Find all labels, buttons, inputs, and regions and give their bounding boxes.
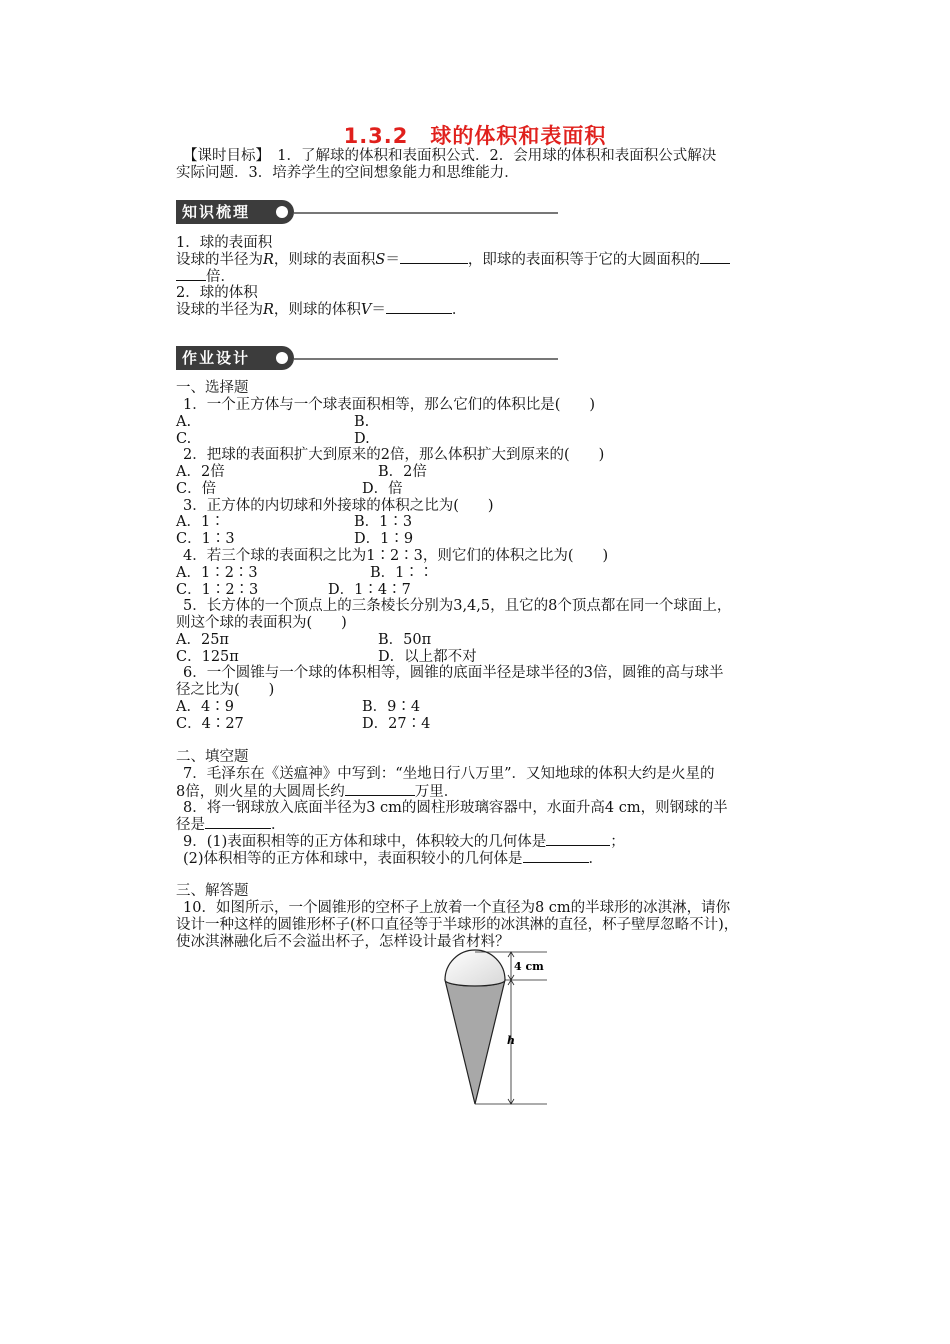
q3-option-b: B．1∶3	[354, 514, 413, 530]
blank	[205, 816, 271, 829]
section-heading-solve: 三、解答题	[176, 883, 249, 899]
q1-option-a: A.	[176, 414, 192, 430]
q10-line-3: 使冰淇淋融化后不会溢出杯子，怎样设计最省材料？	[176, 934, 510, 950]
var-v: V	[360, 302, 372, 318]
text: ，即球的表面积等于它的大圆面积的	[467, 252, 700, 268]
q10-line-1: 10．如图所示，一个圆锥形的空杯子上放着一个直径为8 cm的半球形的冰淇淋，请你	[183, 900, 731, 916]
q6-option-d: D．27∶4	[362, 716, 431, 732]
text: 万里．	[414, 784, 459, 800]
q7-line-1: 7．毛泽东在《送瘟神》中写到：“坐地日行八万里”．又知地球的体积大约是火星的	[183, 766, 715, 782]
text: 8倍，则火星的大圆周长约	[176, 784, 345, 800]
knowledge-heading-2: 2．球的体积	[176, 285, 258, 301]
q2-option-d: D．倍	[362, 481, 403, 497]
q5-stem-2: 则这个球的表面积为( )	[176, 615, 347, 631]
blank	[523, 850, 589, 863]
blank	[400, 251, 468, 264]
text: ．	[588, 851, 604, 867]
q1-option-c: C.	[176, 431, 192, 447]
banner-label: 作业设计	[176, 346, 294, 370]
q4-option-d: D．1∶4∶7	[328, 582, 411, 598]
q8-line-2	[176, 816, 286, 834]
var-s: S	[375, 252, 386, 268]
label-4cm: 4 cm	[514, 960, 544, 973]
q6-stem-2: 径之比为( )	[176, 682, 275, 698]
knowledge-line-3	[176, 301, 466, 319]
section-banner-knowledge	[176, 200, 558, 224]
goal-line-1: 【课时目标】 1．了解球的体积和表面积公式．2．会用球的体积和表面积公式解决	[183, 148, 717, 164]
text: ．	[271, 817, 286, 833]
q1-option-b: B.	[354, 414, 370, 430]
q1-option-d: D.	[354, 431, 370, 447]
knowledge-line-2	[176, 268, 235, 286]
banner-rule	[294, 358, 558, 360]
q6-stem-1: 6．一个圆锥与一个球的体积相等，圆锥的底面半径是球半径的3倍，圆锥的高与球半	[183, 665, 724, 681]
section-banner-homework	[176, 346, 558, 370]
text: 径是	[176, 817, 205, 833]
blank	[386, 301, 452, 314]
q4-option-a: A．1∶2∶3	[176, 565, 258, 581]
ice-cream-cone-figure	[435, 946, 555, 1108]
var-r: R	[263, 252, 274, 268]
q2-option-c: C．倍	[176, 481, 217, 497]
knowledge-line-1	[176, 251, 730, 269]
text: ＝	[385, 252, 400, 268]
blank	[700, 251, 730, 264]
label-h: h	[507, 1034, 515, 1047]
blank	[176, 268, 206, 281]
cone-shape	[445, 980, 505, 1104]
var-r: R	[263, 302, 274, 318]
blank	[546, 833, 610, 846]
q8-line-1: 8．将一钢球放入底面半径为3 cm的圆柱形玻璃容器中，水面升高4 cm，则钢球的半	[183, 800, 728, 816]
text: 9．(1)表面积相等的正方体和球中，体积较大的几何体是	[183, 834, 547, 850]
q3-option-a: A．1∶	[176, 514, 225, 530]
text: ，则球的体积	[273, 302, 361, 318]
text: 设球的半径为	[176, 302, 263, 318]
q3-stem: 3．正方体的内切球和外接球的体积之比为( )	[183, 498, 494, 514]
section-heading-fill: 二、填空题	[176, 749, 249, 765]
goal-line-2: 实际问题．3．培养学生的空间想象能力和思维能力．	[176, 165, 519, 181]
q6-option-b: B．9∶4	[362, 699, 421, 715]
q9-line-2	[183, 850, 603, 868]
q7-line-2	[176, 783, 458, 801]
blank	[345, 783, 415, 796]
hemisphere-scoop	[445, 950, 505, 986]
q5-stem-1: 5．长方体的一个顶点上的三条棱长分别为3,4,5，且它的8个顶点都在同一个球面上，	[183, 598, 732, 614]
q6-option-c: C．4∶27	[176, 716, 244, 732]
q10-line-2: 设计一种这样的圆锥形杯子(杯口直径等于半球形的冰淇淋的直径，杯子壁厚忽略不计)，	[176, 917, 739, 933]
q5-option-d: D．以上都不对	[378, 649, 477, 665]
page-title: 1.3.2 球的体积和表面积	[343, 124, 607, 148]
q5-option-c: C．125π	[176, 649, 239, 665]
text: ，则球的表面积	[273, 252, 376, 268]
text: ．	[451, 302, 467, 318]
banner-label: 知识梳理	[176, 200, 294, 224]
q4-option-c: C．1∶2∶3	[176, 582, 259, 598]
q6-option-a: A．4∶9	[176, 699, 234, 715]
text: ＝	[371, 302, 386, 318]
bullet-dot	[276, 206, 288, 218]
q5-option-b: B．50π	[378, 632, 432, 648]
text: ；	[610, 834, 625, 850]
section-heading-choice: 一、选择题	[176, 380, 249, 396]
q2-option-a: A．2倍	[176, 464, 225, 480]
q1-stem: 1．一个正方体与一个球表面积相等，那么它们的体积比是( )	[183, 397, 596, 413]
q3-option-d: D．1∶9	[354, 531, 414, 547]
q2-stem: 2．把球的表面积扩大到原来的2倍，那么体积扩大到原来的( )	[183, 447, 605, 463]
q2-option-b: B．2倍	[378, 464, 427, 480]
knowledge-heading-1: 1．球的表面积	[176, 235, 273, 251]
banner-rule	[294, 212, 558, 214]
text: 设球的半径为	[176, 252, 263, 268]
bullet-dot	[276, 352, 288, 364]
q3-option-c: C．1∶3	[176, 531, 235, 547]
q5-option-a: A．25π	[176, 632, 229, 648]
text: (2)体积相等的正方体和球中，表面积较小的几何体是	[183, 851, 523, 867]
q9-line-1	[183, 833, 625, 851]
q4-stem: 4．若三个球的表面积之比为1∶2∶3，则它们的体积之比为( )	[183, 548, 609, 564]
text: 倍．	[206, 269, 235, 285]
q4-option-b: B．1∶∶	[370, 565, 434, 581]
